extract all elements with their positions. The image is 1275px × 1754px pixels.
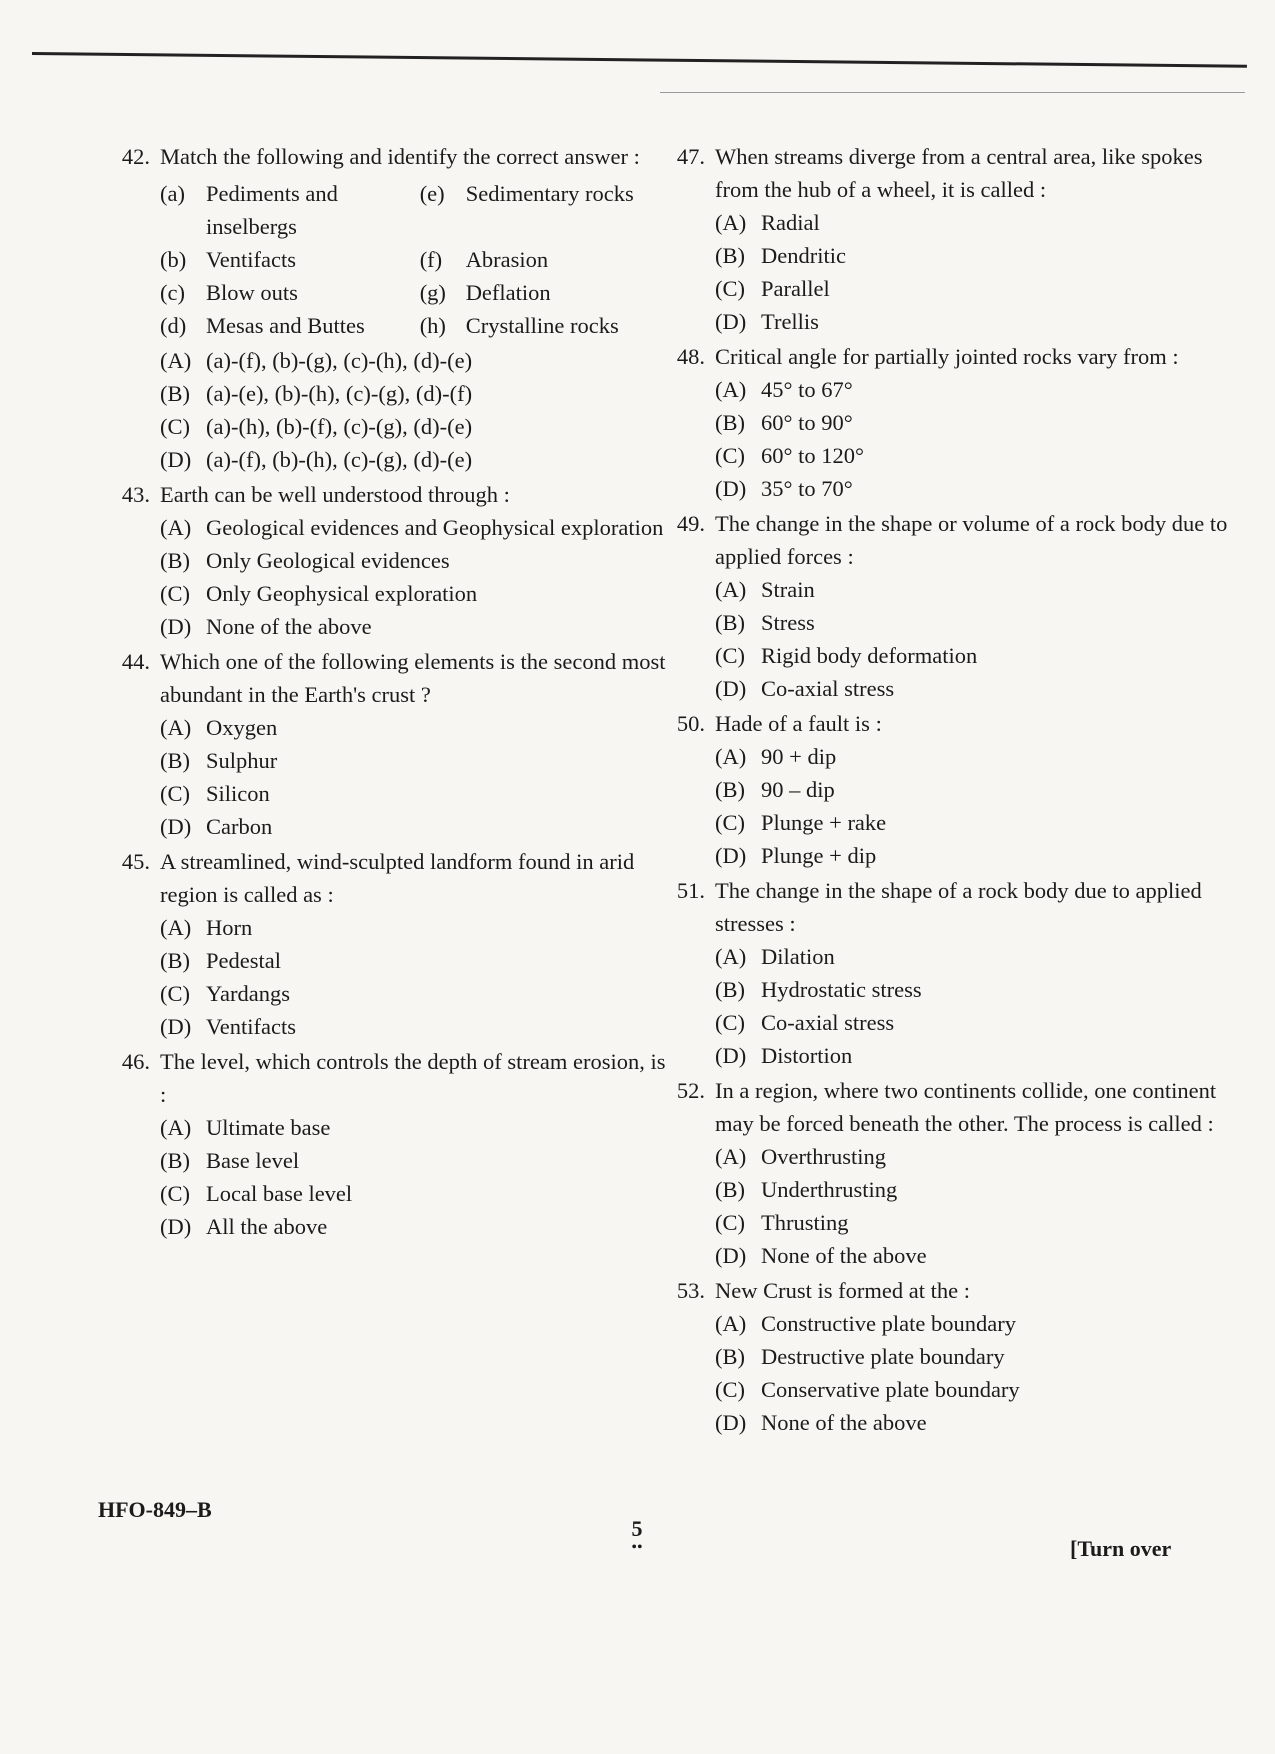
page-number: 5 <box>631 1516 643 1541</box>
option-label: (C) <box>715 443 745 468</box>
option-text: Hydrostatic stress <box>761 977 922 1002</box>
option-label: (C) <box>160 581 190 606</box>
option-text: Overthrusting <box>761 1144 886 1169</box>
option-text: Local base level <box>206 1181 353 1206</box>
match-label: (g) <box>419 280 446 305</box>
option-b <box>715 1173 1230 1206</box>
option-label: (B) <box>715 1344 745 1369</box>
option-text: None of the above <box>761 1243 927 1268</box>
option-label: (B) <box>715 1177 745 1202</box>
option-text: Thrusting <box>761 1210 849 1235</box>
match-item: Crystalline rocks <box>465 313 619 338</box>
option-d <box>160 610 675 643</box>
option-label: (B) <box>715 610 745 635</box>
option-label: (A) <box>715 1311 747 1336</box>
option-d <box>160 1210 675 1243</box>
option-text: Oxygen <box>206 715 278 740</box>
option-a <box>715 1307 1230 1340</box>
option-c <box>715 439 1230 472</box>
option-label: (C) <box>160 1181 190 1206</box>
option-text: Silicon <box>206 781 270 806</box>
option-c <box>715 639 1230 672</box>
option-label: (C) <box>715 643 745 668</box>
question-number: 51. <box>676 878 705 903</box>
option-label: (B) <box>160 1148 190 1173</box>
option-a <box>160 911 675 944</box>
left-column <box>100 140 675 1245</box>
option-label: (C) <box>715 810 745 835</box>
option-text: Plunge + rake <box>761 810 887 835</box>
option-label: (D) <box>715 309 747 334</box>
option-a <box>715 940 1230 973</box>
option-c <box>160 577 675 610</box>
option-label: (B) <box>160 748 190 773</box>
option-text: Only Geological evidences <box>206 548 450 573</box>
option-b <box>160 944 675 977</box>
option-label: (B) <box>715 777 745 802</box>
question-49 <box>655 507 1230 705</box>
match-label: (b) <box>160 247 187 272</box>
option-label: (C) <box>160 414 190 439</box>
option-label: (C) <box>715 1010 745 1035</box>
option-text: Dendritic <box>761 243 846 268</box>
question-text: When streams diverge from a central area, like spokes from the hub of a wheel, it is called : <box>715 144 1203 202</box>
option-d <box>715 1239 1230 1272</box>
option-text: Carbon <box>206 814 273 839</box>
page-marks: •• <box>631 1539 643 1556</box>
option-label: (A) <box>715 744 747 769</box>
option-label: (D) <box>160 447 192 472</box>
question-text: The change in the shape or volume of a rock body due to applied forces : <box>715 511 1228 569</box>
match-row <box>160 309 675 342</box>
option-d <box>715 672 1230 705</box>
option-label: (A) <box>160 348 192 373</box>
option-label: (A) <box>160 915 192 940</box>
option-label: (C) <box>715 276 745 301</box>
option-label: (D) <box>715 676 747 701</box>
option-d <box>715 1406 1230 1439</box>
option-label: (D) <box>160 814 192 839</box>
option-text: Pedestal <box>206 948 281 973</box>
option-a <box>160 344 675 377</box>
option-label: (B) <box>715 977 745 1002</box>
option-label: (A) <box>715 377 747 402</box>
option-text: Constructive plate boundary <box>761 1311 1016 1336</box>
option-label: (D) <box>160 1014 192 1039</box>
option-label: (D) <box>160 1214 192 1239</box>
option-label: (B) <box>715 243 745 268</box>
option-text: (a)-(h), (b)-(f), (c)-(g), (d)-(e) <box>206 414 473 439</box>
option-a <box>715 206 1230 239</box>
option-c <box>160 777 675 810</box>
question-47 <box>655 140 1230 338</box>
option-text: Horn <box>206 915 253 940</box>
option-label: (C) <box>160 981 190 1006</box>
paper-code: HFO-849–B <box>98 1497 212 1522</box>
option-c <box>160 977 675 1010</box>
option-text: Rigid body deformation <box>761 643 978 668</box>
option-c <box>715 1006 1230 1039</box>
option-label: (A) <box>160 515 192 540</box>
option-b <box>715 606 1230 639</box>
question-text: The change in the shape of a rock body due to applied stresses : <box>715 878 1202 936</box>
option-d <box>715 472 1230 505</box>
question-number: 46. <box>121 1049 150 1074</box>
option-d <box>160 1010 675 1043</box>
option-label: (B) <box>715 410 745 435</box>
top-rule-thin <box>660 92 1245 93</box>
option-text: (a)-(e), (b)-(h), (c)-(g), (d)-(f) <box>206 381 473 406</box>
question-text: Hade of a fault is : <box>715 711 882 736</box>
option-text: Geological evidences and Geophysical exploration <box>206 515 664 540</box>
option-a <box>160 511 675 544</box>
question-text: Critical angle for partially jointed rocks vary from : <box>715 344 1179 369</box>
question-number: 44. <box>121 649 150 674</box>
match-row <box>160 276 675 309</box>
match-label: (h) <box>419 313 446 338</box>
option-label: (A) <box>715 944 747 969</box>
option-b <box>160 544 675 577</box>
match-item: Deflation <box>465 280 551 305</box>
option-label: (B) <box>160 381 190 406</box>
match-item: Ventifacts <box>206 247 296 272</box>
option-c <box>715 806 1230 839</box>
option-a <box>715 573 1230 606</box>
option-a <box>715 373 1230 406</box>
option-label: (D) <box>715 1243 747 1268</box>
question-text: Earth can be well understood through : <box>160 482 510 507</box>
question-text: The level, which controls the depth of stream erosion, is : <box>160 1049 666 1107</box>
option-a <box>160 711 675 744</box>
match-row <box>160 177 675 243</box>
option-label: (D) <box>160 614 192 639</box>
option-label: (C) <box>715 1377 745 1402</box>
option-text: 90 + dip <box>761 744 837 769</box>
question-50 <box>655 707 1230 872</box>
option-b <box>715 239 1230 272</box>
option-text: Trellis <box>761 309 819 334</box>
option-d <box>715 305 1230 338</box>
option-text: Dilation <box>761 944 835 969</box>
option-b <box>715 973 1230 1006</box>
question-42 <box>100 140 675 476</box>
option-a <box>160 1111 675 1144</box>
option-text: Co-axial stress <box>761 676 895 701</box>
option-b <box>160 1144 675 1177</box>
option-b <box>715 773 1230 806</box>
match-label: (f) <box>419 247 443 272</box>
option-text: Destructive plate boundary <box>761 1344 1005 1369</box>
question-number: 53. <box>676 1278 705 1303</box>
question-text: Which one of the following elements is the second most abundant in the Earth's crust ? <box>160 649 666 707</box>
option-label: (C) <box>715 1210 745 1235</box>
option-text: Underthrusting <box>761 1177 898 1202</box>
match-item: Abrasion <box>465 247 549 272</box>
option-label: (C) <box>160 781 190 806</box>
option-label: (A) <box>715 1144 747 1169</box>
option-c <box>715 272 1230 305</box>
match-item: Blow outs <box>206 280 298 305</box>
option-text: None of the above <box>206 614 372 639</box>
question-number: 42. <box>121 144 150 169</box>
option-d <box>715 839 1230 872</box>
option-label: (B) <box>160 548 190 573</box>
question-43 <box>100 478 675 643</box>
option-text: Yardangs <box>206 981 290 1006</box>
question-number: 45. <box>121 849 150 874</box>
question-number: 43. <box>121 482 150 507</box>
option-b <box>160 744 675 777</box>
option-text: Co-axial stress <box>761 1010 895 1035</box>
option-label: (A) <box>160 715 192 740</box>
option-d <box>160 443 675 476</box>
option-label: (A) <box>160 1115 192 1140</box>
option-text: 35° to 70° <box>761 476 853 501</box>
option-label: (A) <box>715 210 747 235</box>
option-label: (A) <box>715 577 747 602</box>
question-48 <box>655 340 1230 505</box>
right-column <box>655 140 1230 1441</box>
question-text: In a region, where two continents collide, one continent may be forced beneath the other. The process is called : <box>715 1078 1217 1136</box>
option-label: (B) <box>160 948 190 973</box>
option-text: 90 – dip <box>761 777 835 802</box>
option-label: (D) <box>715 1043 747 1068</box>
question-44 <box>100 645 675 843</box>
option-text: Sulphur <box>206 748 278 773</box>
question-45 <box>100 845 675 1043</box>
top-rule <box>32 52 1247 68</box>
option-text: None of the above <box>761 1410 927 1435</box>
option-d <box>160 810 675 843</box>
match-label: (e) <box>419 181 445 206</box>
option-label: (D) <box>715 1410 747 1435</box>
option-text: Strain <box>761 577 815 602</box>
option-c <box>715 1373 1230 1406</box>
option-text: Ultimate base <box>206 1115 331 1140</box>
option-text: Ventifacts <box>206 1014 296 1039</box>
option-a <box>715 1140 1230 1173</box>
question-number: 50. <box>676 711 705 736</box>
match-table <box>160 177 675 342</box>
option-b <box>160 377 675 410</box>
option-text: (a)-(f), (b)-(h), (c)-(g), (d)-(e) <box>206 447 473 472</box>
option-c <box>160 410 675 443</box>
turn-over-note: [Turn over <box>1070 1536 1172 1561</box>
match-item: Mesas and Buttes <box>206 313 365 338</box>
option-text: Radial <box>761 210 820 235</box>
option-text: Parallel <box>761 276 830 301</box>
question-number: 47. <box>676 144 705 169</box>
option-text: Only Geophysical exploration <box>206 581 478 606</box>
option-c <box>160 1177 675 1210</box>
match-label: (a) <box>160 181 185 206</box>
option-b <box>715 1340 1230 1373</box>
match-label: (c) <box>160 280 185 305</box>
option-text: Base level <box>206 1148 300 1173</box>
option-a <box>715 740 1230 773</box>
question-46 <box>100 1045 675 1243</box>
option-text: Stress <box>761 610 815 635</box>
match-row <box>160 243 675 276</box>
question-text: Match the following and identify the correct answer : <box>160 144 640 169</box>
option-text: Plunge + dip <box>761 843 877 868</box>
question-number: 48. <box>676 344 705 369</box>
match-item: Sedimentary rocks <box>465 181 634 206</box>
question-51 <box>655 874 1230 1072</box>
option-text: 60° to 120° <box>761 443 864 468</box>
match-item: Pediments and inselbergs <box>206 181 338 239</box>
match-label: (d) <box>160 313 187 338</box>
option-text: Distortion <box>761 1043 853 1068</box>
option-text: (a)-(f), (b)-(g), (c)-(h), (d)-(e) <box>206 348 473 373</box>
option-b <box>715 406 1230 439</box>
question-53 <box>655 1274 1230 1439</box>
option-text: 45° to 67° <box>761 377 853 402</box>
option-c <box>715 1206 1230 1239</box>
option-text: 60° to 90° <box>761 410 853 435</box>
question-text: A streamlined, wind-sculpted landform found in arid region is called as : <box>160 849 635 907</box>
option-label: (D) <box>715 476 747 501</box>
option-text: Conservative plate boundary <box>761 1377 1020 1402</box>
option-d <box>715 1039 1230 1072</box>
question-number: 52. <box>676 1078 705 1103</box>
option-label: (D) <box>715 843 747 868</box>
question-text: New Crust is formed at the : <box>715 1278 970 1303</box>
question-number: 49. <box>676 511 705 536</box>
option-text: All the above <box>206 1214 328 1239</box>
question-52 <box>655 1074 1230 1272</box>
